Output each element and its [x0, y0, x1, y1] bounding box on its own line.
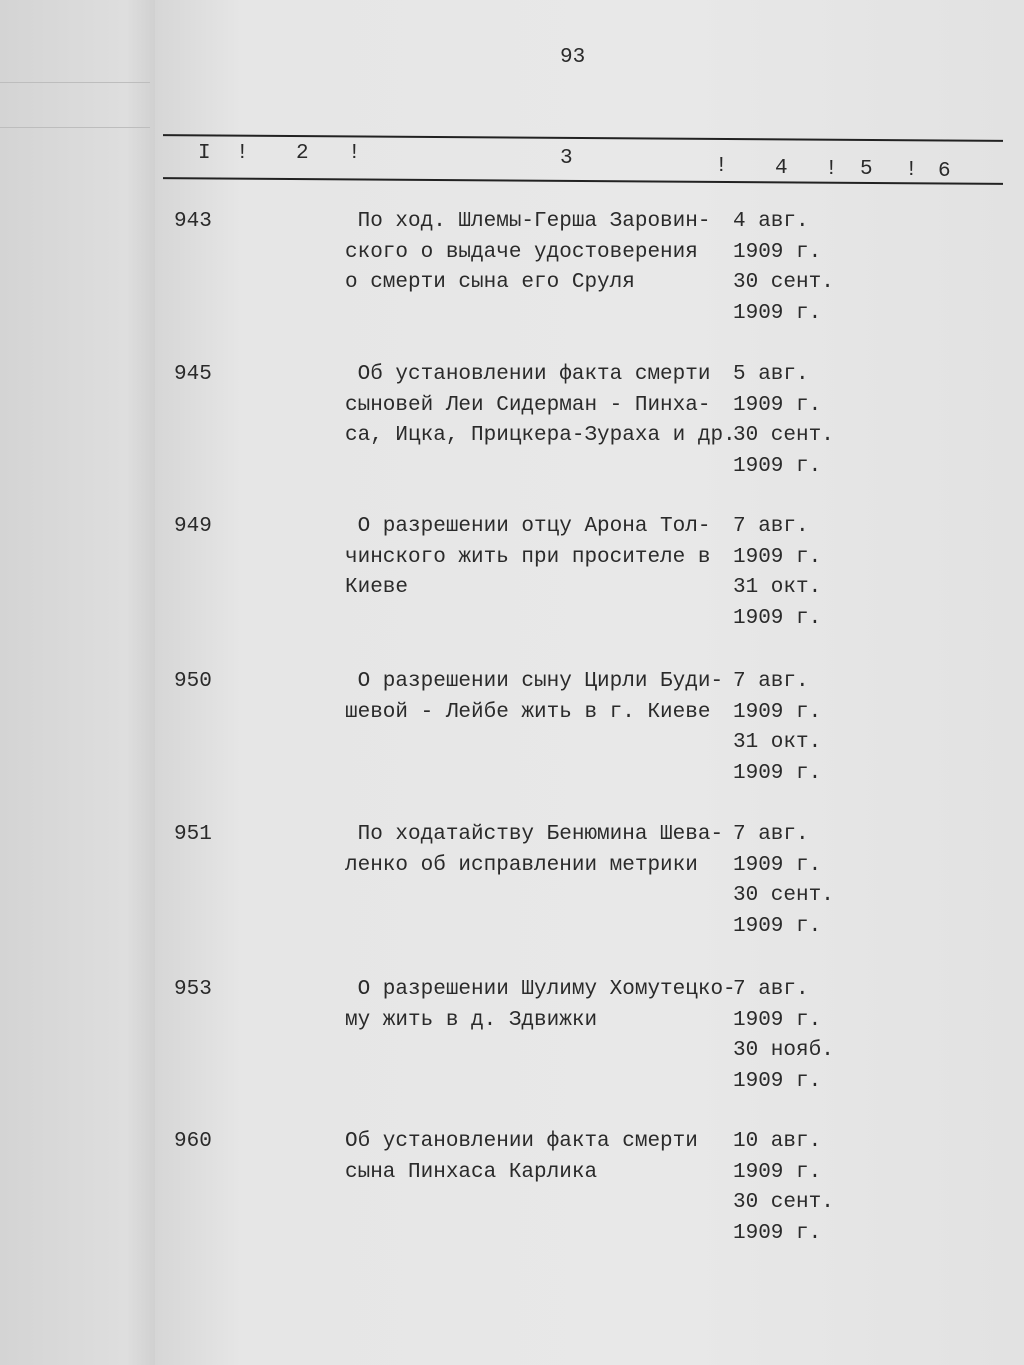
description-line: О разрешении отцу Арона Тол- [345, 515, 711, 538]
case-description [345, 360, 736, 452]
case-dates [733, 207, 834, 329]
case-dates [733, 667, 821, 789]
case-number: 945 [174, 363, 212, 386]
description-line: сыновей Леи Сидерман - Пинха- [345, 393, 711, 417]
date-line: 4 авг. [733, 210, 809, 233]
description-line: ского о выдаче удостоверения [345, 240, 698, 264]
description-line: шевой - Лейбе жить в г. Киеве [345, 700, 711, 724]
date-line: 1909 г. [733, 240, 822, 264]
date-line: 30 сент. [733, 1191, 834, 1214]
description-line: Об установлении факта смерти [345, 1130, 698, 1153]
date-line: 1909 г. [733, 606, 822, 630]
description-line: Об установлении факта смерти [345, 363, 711, 386]
case-dates [733, 1127, 834, 1249]
date-line: 1909 г. [733, 1221, 822, 1245]
header-col-2: 2 [296, 142, 309, 165]
date-line: 31 окт. [733, 731, 822, 754]
header-col-4: 4 [775, 157, 788, 180]
case-dates [733, 360, 834, 482]
facing-page-edge [0, 0, 158, 1365]
date-line: 7 авг. [733, 823, 809, 846]
date-line: 31 окт. [733, 576, 822, 599]
case-dates [733, 512, 821, 634]
date-line: 7 авг. [733, 515, 809, 538]
case-number: 951 [174, 823, 212, 846]
description-line: О разрешении Шулиму Хомутецко- [345, 978, 736, 1001]
case-description [345, 667, 723, 728]
description-line: о смерти сына его Сруля [345, 271, 635, 294]
case-description [345, 207, 710, 299]
case-description [345, 1127, 698, 1188]
date-line: 1909 г. [733, 700, 822, 724]
date-line: 1909 г. [733, 1069, 822, 1093]
description-line: По ходатайству Бенюмина Шева- [345, 823, 724, 846]
description-line: ленко об исправлении метрики [345, 853, 698, 877]
facing-page-rule [0, 127, 150, 128]
case-description [345, 975, 736, 1036]
description-line: О разрешении сыну Цирли Буди- [345, 670, 724, 693]
date-line: 1909 г. [733, 853, 822, 877]
page-number: 93 [560, 46, 586, 69]
date-line: 1909 г. [733, 454, 822, 478]
description-line: са, Ицка, Прицкера-Зураха и др. [345, 424, 736, 447]
facing-page-rule [0, 82, 150, 83]
date-line: 1909 г. [733, 1008, 822, 1032]
case-dates [733, 820, 834, 942]
case-number: 953 [174, 978, 212, 1001]
header-sep: ! [825, 158, 838, 181]
header-col-6: 6 [938, 160, 951, 183]
header-sep: ! [348, 142, 361, 165]
date-line: 1909 г. [733, 914, 822, 938]
description-line: Киеве [345, 576, 409, 599]
header-col-3: 3 [560, 147, 573, 170]
date-line: 30 сент. [733, 424, 834, 447]
description-line: сына Пинхаса Карлика [345, 1160, 598, 1184]
case-description [345, 512, 710, 604]
date-line: 30 нояб. [733, 1039, 834, 1062]
case-number: 943 [174, 210, 212, 233]
date-line: 1909 г. [733, 1160, 822, 1184]
header-col-5: 5 [860, 158, 873, 181]
date-line: 7 авг. [733, 670, 809, 693]
case-dates [733, 975, 834, 1097]
case-number: 950 [174, 670, 212, 693]
description-line: По ход. Шлемы-Герша Заровин- [345, 210, 711, 233]
header-sep: ! [236, 142, 249, 165]
date-line: 30 сент. [733, 884, 834, 907]
header-sep: ! [905, 159, 918, 182]
header-col-1: I [198, 142, 211, 165]
date-line: 5 авг. [733, 363, 809, 386]
date-line: 1909 г. [733, 761, 822, 785]
date-line: 10 авг. [733, 1130, 822, 1153]
date-line: 1909 г. [733, 393, 822, 417]
case-description [345, 820, 723, 881]
date-line: 1909 г. [733, 301, 822, 325]
date-line: 30 сент. [733, 271, 834, 294]
date-line: 7 авг. [733, 978, 809, 1001]
header-sep: ! [715, 155, 728, 178]
date-line: 1909 г. [733, 545, 822, 569]
description-line: му жить в д. Здвижки [345, 1008, 598, 1032]
description-line: чинского жить при просителе в [345, 545, 711, 569]
case-number: 960 [174, 1130, 212, 1153]
case-number: 949 [174, 515, 212, 538]
